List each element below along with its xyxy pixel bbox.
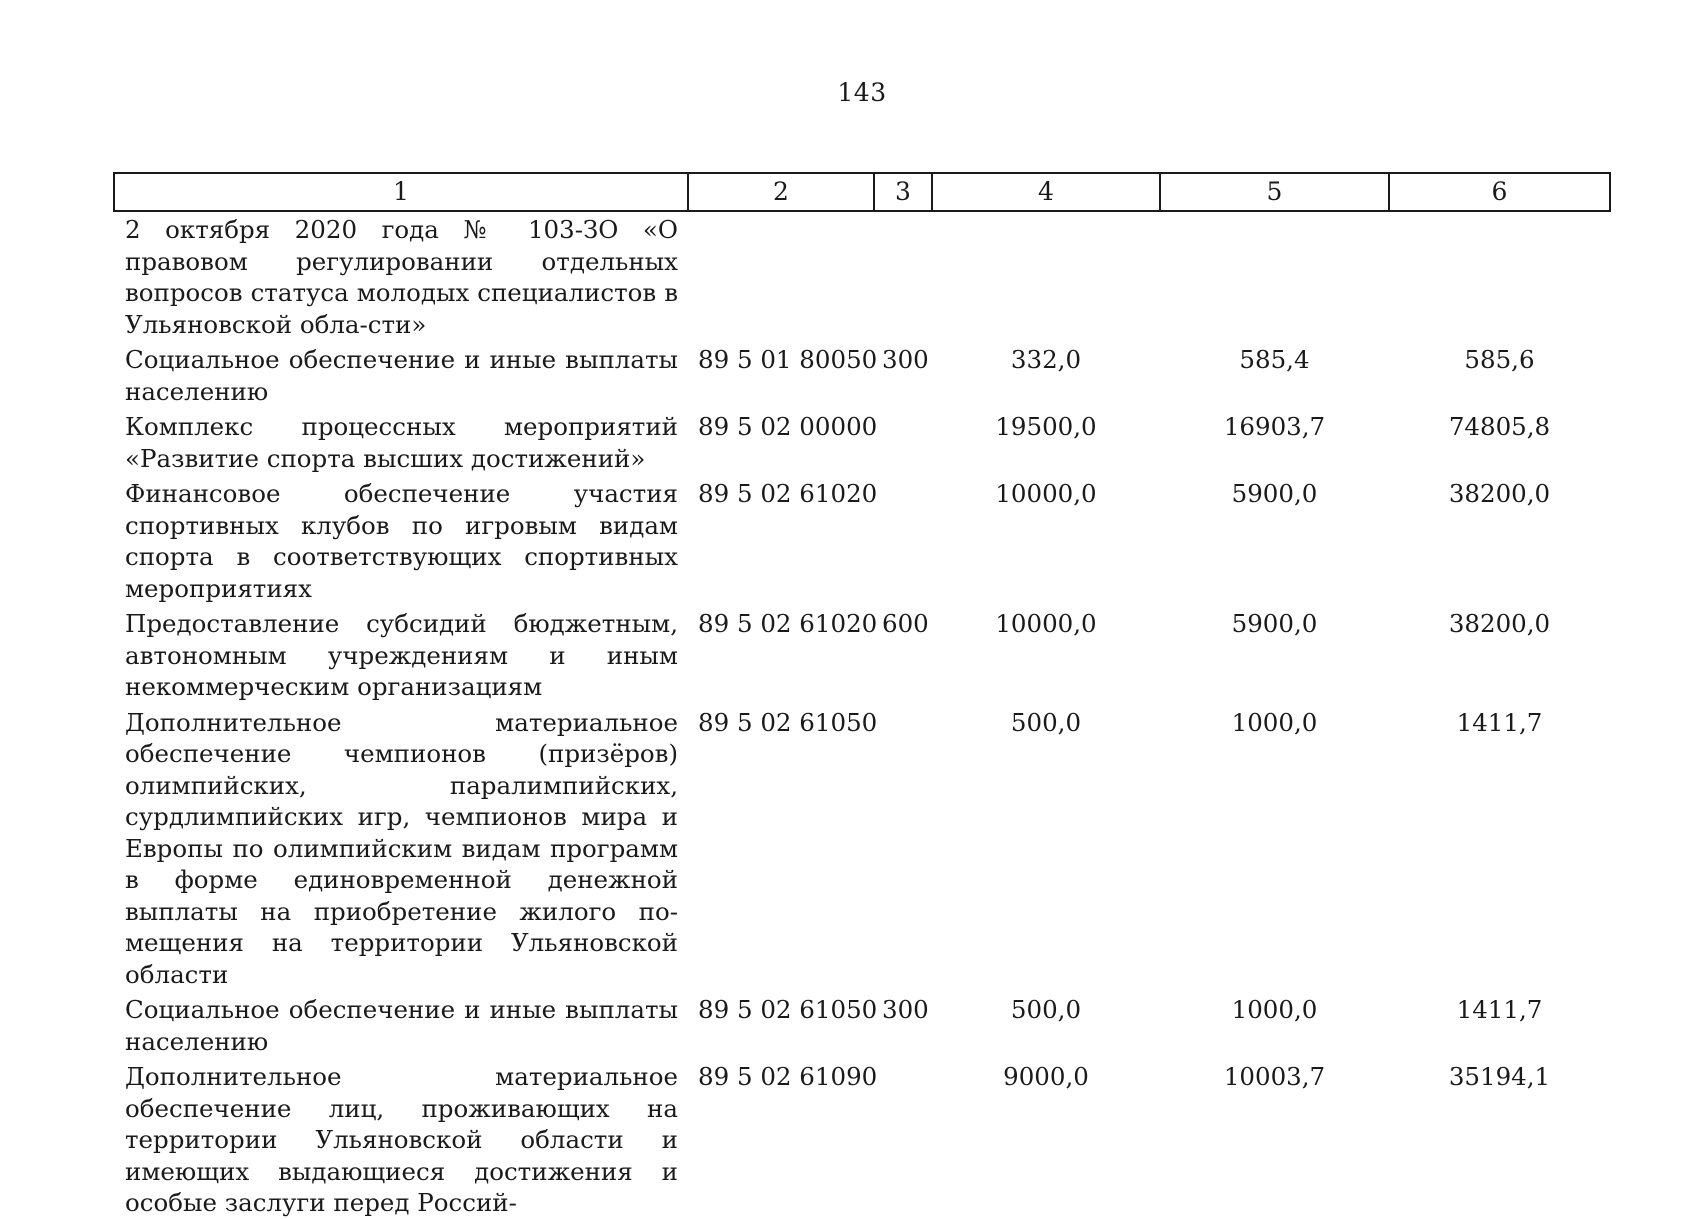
header-col-1: 1 [114,173,688,211]
row-value-col4: 9000,0 [1003,1062,1089,1091]
row-code: 89 5 02 61020 [698,479,878,508]
row-code: 89 5 02 00000 [698,412,878,441]
row-code: 89 5 02 61020 [698,609,878,638]
row-name: Предоставление субсидий бюджетным, автономным учреждениям и иным некоммерческим организациям [125,609,678,701]
header-col-6: 6 [1389,173,1610,211]
row-value-col5: 1000,0 [1231,995,1318,1024]
table-row [114,1057,1610,1219]
row-name: Социальное обеспечение и иные выплаты населению [125,995,678,1056]
row-name: Дополнительное материальное обеспечение лиц, проживающих на территории Ульяновской области и имеющих выдающиеся достижения и особые заслуги перед Россий- [125,1062,678,1217]
row-value-col6: 38200,0 [1448,609,1551,638]
row-name: Дополнительное материальное обеспечение чемпионов (призёров) олимпийских, паралимпийских, сурдлимпийских игр, чемпионов мира и Европы по олимпийским видам программ в форме единовременной денежной выплаты на приобретение жилого помещения на территории Ульяновской области [125,707,678,989]
row-expense-kind: 600 [882,609,929,638]
page-number: 143 [837,78,887,107]
row-value-col6: 38200,0 [1448,479,1551,508]
row-value-col4: 10000,0 [995,479,1097,508]
row-value-col4: 10000,0 [995,609,1097,638]
table-row [114,703,1610,991]
row-value-col6: 1411,7 [1456,707,1543,737]
row-expense-kind [874,407,932,474]
row-name: Комплекс процессных мероприятий «Развитие спорта высших достижений» [125,412,678,473]
row-expense-kind: 300 [882,995,929,1024]
header-col-5: 5 [1160,173,1389,211]
header-col-3: 3 [874,173,932,211]
row-value-col5: 5900,0 [1231,479,1318,508]
table-row [114,474,1610,604]
row-expense-kind [874,211,932,340]
row-value-col5: 10003,7 [1223,1062,1326,1091]
row-value-col6: 74805,8 [1448,412,1551,441]
row-code: 89 5 01 80050 [698,345,878,374]
header-col-4: 4 [932,173,1160,211]
row-value-col5 [1160,211,1389,340]
row-value-col5: 16903,7 [1223,412,1326,441]
row-value-col5: 5900,0 [1231,609,1318,638]
row-value-col4: 332,0 [1010,345,1082,374]
row-value-col5: 1000,0 [1231,707,1318,737]
table-row [114,407,1610,474]
row-expense-kind [874,1057,932,1219]
row-expense-kind: 300 [882,345,929,374]
table-row [114,211,1610,340]
table-row [114,340,1610,407]
table-header [114,173,1610,211]
row-code: 89 5 02 61050 [698,995,878,1024]
row-value-col4: 500,0 [1010,707,1082,737]
row-value-col4: 19500,0 [995,412,1097,441]
row-name: Социальное обеспечение и иные выплаты населению [125,345,678,406]
row-value-col6 [1389,211,1610,340]
table-body [114,211,1610,1219]
header-col-2: 2 [688,173,874,211]
table-row [114,604,1610,703]
row-code: 89 5 02 61090 [698,1062,878,1091]
row-expense-kind [874,703,932,991]
row-name: 2 октября 2020 года № 103-ЗО «О правовом регулировании отдельных вопросов статуса молодых специалистов в Ульяновской обла-сти» [125,215,678,339]
row-value-col5: 585,4 [1239,345,1310,374]
budget-table [113,172,1611,1219]
header-row [114,173,1610,211]
row-value-col4: 500,0 [1010,995,1082,1024]
table-row [114,990,1610,1057]
row-value-col4 [932,211,1160,340]
row-code [688,211,874,340]
row-value-col6: 1411,7 [1456,995,1543,1024]
row-name: Финансовое обеспечение участия спортивных клубов по игровым видам спорта в соответствующих спортивных мероприятиях [125,479,678,603]
row-value-col6: 585,6 [1464,345,1535,374]
row-code: 89 5 02 61050 [698,707,878,737]
row-value-col6: 35194,1 [1448,1062,1551,1091]
row-expense-kind [874,474,932,604]
